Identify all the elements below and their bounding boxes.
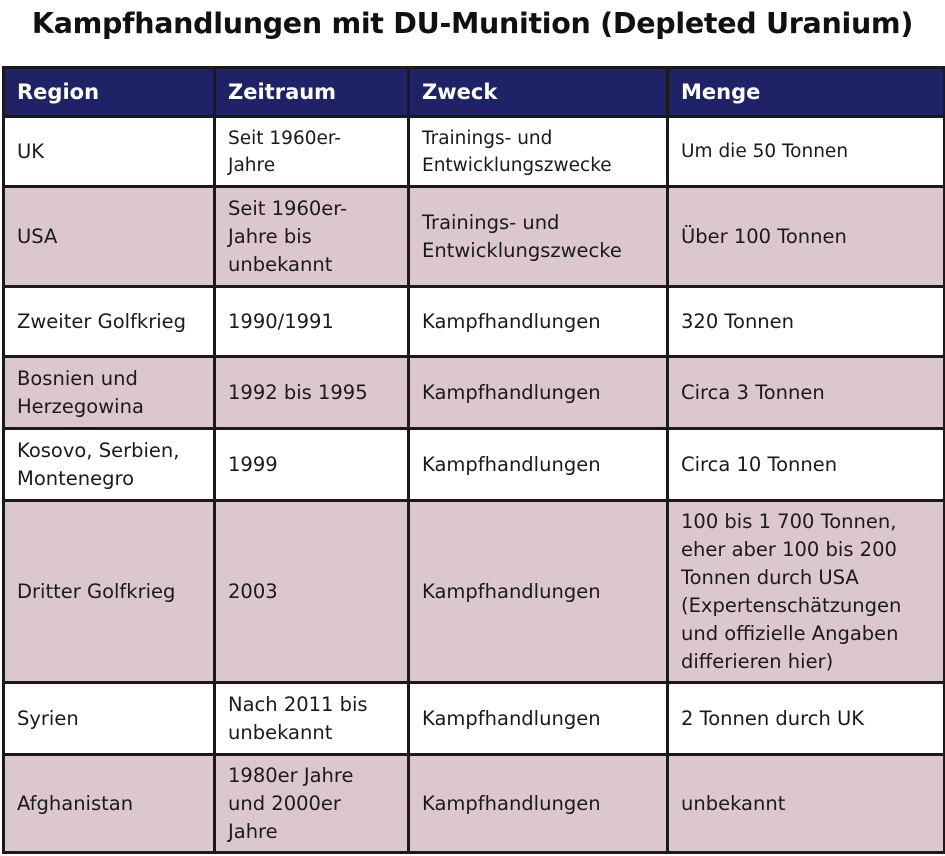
table-row [4, 429, 945, 501]
cell-zweck: Trainings- und Entwicklungszwecke [409, 117, 668, 187]
cell-region: Bosnien und Herzegowina [4, 357, 215, 429]
cell-zweck: Trainings- und Entwicklungszwecke [409, 187, 668, 287]
column-header-zweck: Zweck [409, 68, 668, 117]
cell-zeitraum: Seit 1960er-Jahre [215, 117, 409, 187]
table-row [4, 287, 945, 357]
cell-zeitraum: 2003 [215, 501, 409, 683]
cell-menge: unbekannt [668, 755, 945, 853]
page-title: Kampfhandlungen mit DU-Munition (Depleted Uranium) [31, 7, 914, 40]
cell-zeitraum: 1999 [215, 429, 409, 501]
cell-zeitraum: 1990/1991 [215, 287, 409, 357]
table-row [4, 683, 945, 755]
cell-region: Zweiter Golfkrieg [4, 287, 215, 357]
cell-region: USA [4, 187, 215, 287]
table-row [4, 755, 945, 853]
cell-menge: Über 100 Tonnen [668, 187, 945, 287]
cell-zweck: Kampfhandlungen [409, 429, 668, 501]
cell-zeitraum: 1980er Jahre und 2000er Jahre [215, 755, 409, 853]
cell-zweck: Kampfhandlungen [409, 287, 668, 357]
cell-zweck: Kampfhandlungen [409, 357, 668, 429]
cell-menge: 2 Tonnen durch UK [668, 683, 945, 755]
column-header-menge: Menge [668, 68, 945, 117]
table-header-row [4, 68, 945, 117]
cell-menge: Um die 50 Tonnen [668, 117, 945, 187]
cell-region: Dritter Golfkrieg [4, 501, 215, 683]
cell-region: Afghanistan [4, 755, 215, 853]
du-munition-table [2, 66, 945, 854]
cell-zeitraum: Nach 2011 bis unbekannt [215, 683, 409, 755]
cell-zweck: Kampfhandlungen [409, 683, 668, 755]
cell-region: Kosovo, Serbien, Montenegro [4, 429, 215, 501]
cell-menge: Circa 3 Tonnen [668, 357, 945, 429]
column-header-zeitraum: Zeitraum [215, 68, 409, 117]
cell-zweck: Kampfhandlungen [409, 501, 668, 683]
column-header-region: Region [4, 68, 215, 117]
cell-menge: Circa 10 Tonnen [668, 429, 945, 501]
cell-region: Syrien [4, 683, 215, 755]
cell-menge: 320 Tonnen [668, 287, 945, 357]
table-row [4, 357, 945, 429]
cell-zeitraum: Seit 1960er-Jahre bis unbekannt [215, 187, 409, 287]
cell-zweck: Kampfhandlungen [409, 755, 668, 853]
table-row [4, 187, 945, 287]
cell-zeitraum: 1992 bis 1995 [215, 357, 409, 429]
table-row [4, 117, 945, 187]
cell-menge: 100 bis 1 700 Tonnen, eher aber 100 bis 200 Tonnen durch USA (Expertenschätzungen und offizielle Angaben differieren hier) [668, 501, 945, 683]
cell-region: UK [4, 117, 215, 187]
table-row [4, 501, 945, 683]
